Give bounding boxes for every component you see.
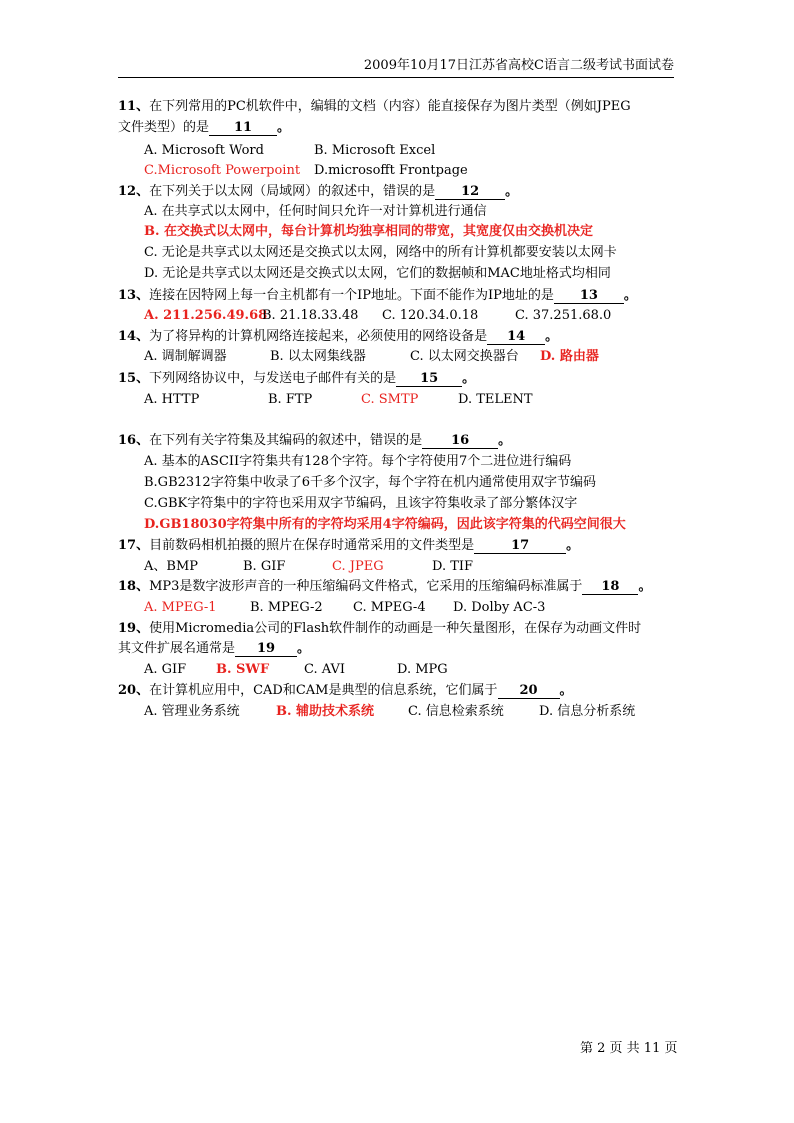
- answer-blank: 20: [498, 683, 560, 699]
- question-17-stem: 17、目前数码相机拍摄的照片在保存时通常采用的文件类型是 17 。: [118, 538, 580, 553]
- option-c-answer: C. JPEG: [332, 559, 384, 574]
- question-19-options: [144, 660, 448, 679]
- question-16-option-c: C.GBK字符集中的字符也采用双字节编码，且该字符集收录了部分繁体汉字: [144, 496, 578, 511]
- option-a-answer: A. 211.256.49.68: [144, 308, 268, 323]
- option-d-answer: D. 路由器: [540, 349, 599, 364]
- question-15-options: [144, 390, 533, 409]
- question-number: 13、: [118, 288, 150, 303]
- question-20-options: [144, 702, 635, 721]
- question-12-option-d: D. 无论是共享式以太网还是交换式以太网，它们的数据帧和MAC地址格式均相同: [144, 266, 611, 281]
- answer-blank: 17: [474, 538, 566, 554]
- page-footer: 第 2 页 共 11 页: [580, 1041, 678, 1056]
- option-d: D. TELENT: [458, 392, 533, 407]
- question-12-stem: 12、在下列关于以太网（局域网）的叙述中，错误的是 12 。: [118, 184, 519, 199]
- question-18-stem: 18、MP3是数字波形声音的一种压缩编码文件格式，它采用的压缩编码标准属于 18 。: [118, 579, 652, 594]
- option-d: D. 信息分析系统: [539, 704, 636, 719]
- answer-blank: 11: [209, 120, 277, 136]
- question-11-options: [144, 141, 435, 160]
- question-14-options: [144, 347, 599, 366]
- option-b: B. 21.18.33.48: [262, 308, 359, 323]
- question-16-option-a: A. 基本的ASCII字符集共有128个字符。每个字符使用7个二进位进行编码: [144, 454, 572, 469]
- option-d: D. Dolby AC-3: [453, 600, 546, 615]
- question-number: 16、: [118, 433, 150, 448]
- question-number: 20、: [118, 683, 150, 698]
- question-number: 17、: [118, 538, 150, 553]
- question-number: 14、: [118, 329, 150, 344]
- question-11-options-2: [144, 161, 468, 180]
- question-number: 19、: [118, 621, 150, 636]
- header-divider: [118, 77, 674, 78]
- option-a: A、BMP: [144, 559, 198, 574]
- option-c-answer: C. SMTP: [361, 392, 419, 407]
- question-12-option-c: C. 无论是共享式以太网还是交换式以太网，网络中的所有计算机都要安装以太网卡: [144, 245, 617, 260]
- option-b-answer: B. 辅助技术系统: [276, 704, 375, 719]
- answer-blank: 18: [582, 579, 638, 595]
- option-a: A. HTTP: [144, 392, 200, 407]
- option-a-answer: A. MPEG-1: [144, 600, 217, 615]
- question-16-option-d-answer: D.GB18030字符集中所有的字符均采用4字符编码，因此该字符集的代码空间很大: [144, 517, 626, 532]
- answer-blank: 16: [422, 433, 498, 449]
- option-d: D. TIF: [432, 559, 474, 574]
- option-b: B. 以太网集线器: [270, 349, 366, 364]
- question-11-stem: 11、在下列常用的PC机软件中，编辑的文档（内容）能直接保存为图片类型（例如JPEG: [118, 99, 631, 114]
- page-header: 2009年10月17日江苏省高校C语言二级考试书面试卷: [363, 58, 674, 73]
- option-b: B. GIF: [243, 559, 286, 574]
- option-a: A. GIF: [144, 662, 187, 677]
- question-17-options: [144, 557, 473, 576]
- question-15-stem: 15、下列网络协议中，与发送电子邮件有关的是 15 。: [118, 371, 476, 386]
- option-c: C. 120.34.0.18: [382, 308, 479, 323]
- option-b-answer: B. SWF: [216, 662, 270, 677]
- option-a: A. 调制解调器: [144, 349, 227, 364]
- question-13-options: [144, 306, 611, 325]
- question-number: 12、: [118, 184, 150, 199]
- question-12-option-b-answer: B. 在交换式以太网中，每台计算机均独享相同的带宽，其宽度仅由交换机决定: [144, 224, 594, 239]
- question-number: 18、: [118, 579, 150, 594]
- question-number: 15、: [118, 371, 150, 386]
- option-d: D.microsofft Frontpage: [314, 163, 468, 178]
- option-a: A. Microsoft Word: [144, 143, 264, 158]
- question-number: 11、: [118, 99, 150, 114]
- answer-blank: 15: [396, 371, 462, 387]
- option-c: C. MPEG-4: [353, 600, 426, 615]
- answer-blank: 19: [235, 641, 297, 657]
- question-12-option-a: A. 在共享式以太网中，任何时间只允许一对计算机进行通信: [144, 204, 487, 219]
- question-13-stem: 13、连接在因特网上每一台主机都有一个IP地址。下面不能作为IP地址的是 13 。: [118, 288, 637, 303]
- option-c-answer: C.Microsoft Powerpoint: [144, 163, 301, 178]
- question-19-stem-cont: 其文件扩展名通常是 19 。: [118, 641, 311, 656]
- question-20-stem: 20、在计算机应用中，CAD和CAM是典型的信息系统，它们属于 20 。: [118, 683, 573, 698]
- question-19-stem: 19、使用Micromedia公司的Flash软件制作的动画是一种矢量图形，在保存为动画文件时: [118, 621, 642, 636]
- option-b: B. Microsoft Excel: [314, 143, 436, 158]
- question-11-stem-cont: 文件类型）的是 11 。: [118, 120, 291, 135]
- answer-blank: 13: [554, 288, 624, 304]
- answer-blank: 14: [487, 329, 545, 345]
- question-16-option-b: B.GB2312字符集中收录了6千多个汉字，每个字符在机内通常使用双字节编码: [144, 475, 596, 490]
- option-c: C. AVI: [304, 662, 346, 677]
- question-18-options: [144, 598, 545, 617]
- question-16-stem: 16、在下列有关字符集及其编码的叙述中，错误的是 16 。: [118, 433, 512, 448]
- option-b: B. MPEG-2: [250, 600, 323, 615]
- option-d: D. MPG: [397, 662, 448, 677]
- question-14-stem: 14、为了将异构的计算机网络连接起来，必须使用的网络设备是 14 。: [118, 329, 559, 344]
- option-b: B. FTP: [268, 392, 313, 407]
- option-c: C. 信息检索系统: [408, 704, 504, 719]
- option-d: C. 37.251.68.0: [515, 308, 612, 323]
- answer-blank: 12: [435, 184, 505, 200]
- option-a: A. 管理业务系统: [144, 704, 240, 719]
- option-c: C. 以太网交换器台: [410, 349, 519, 364]
